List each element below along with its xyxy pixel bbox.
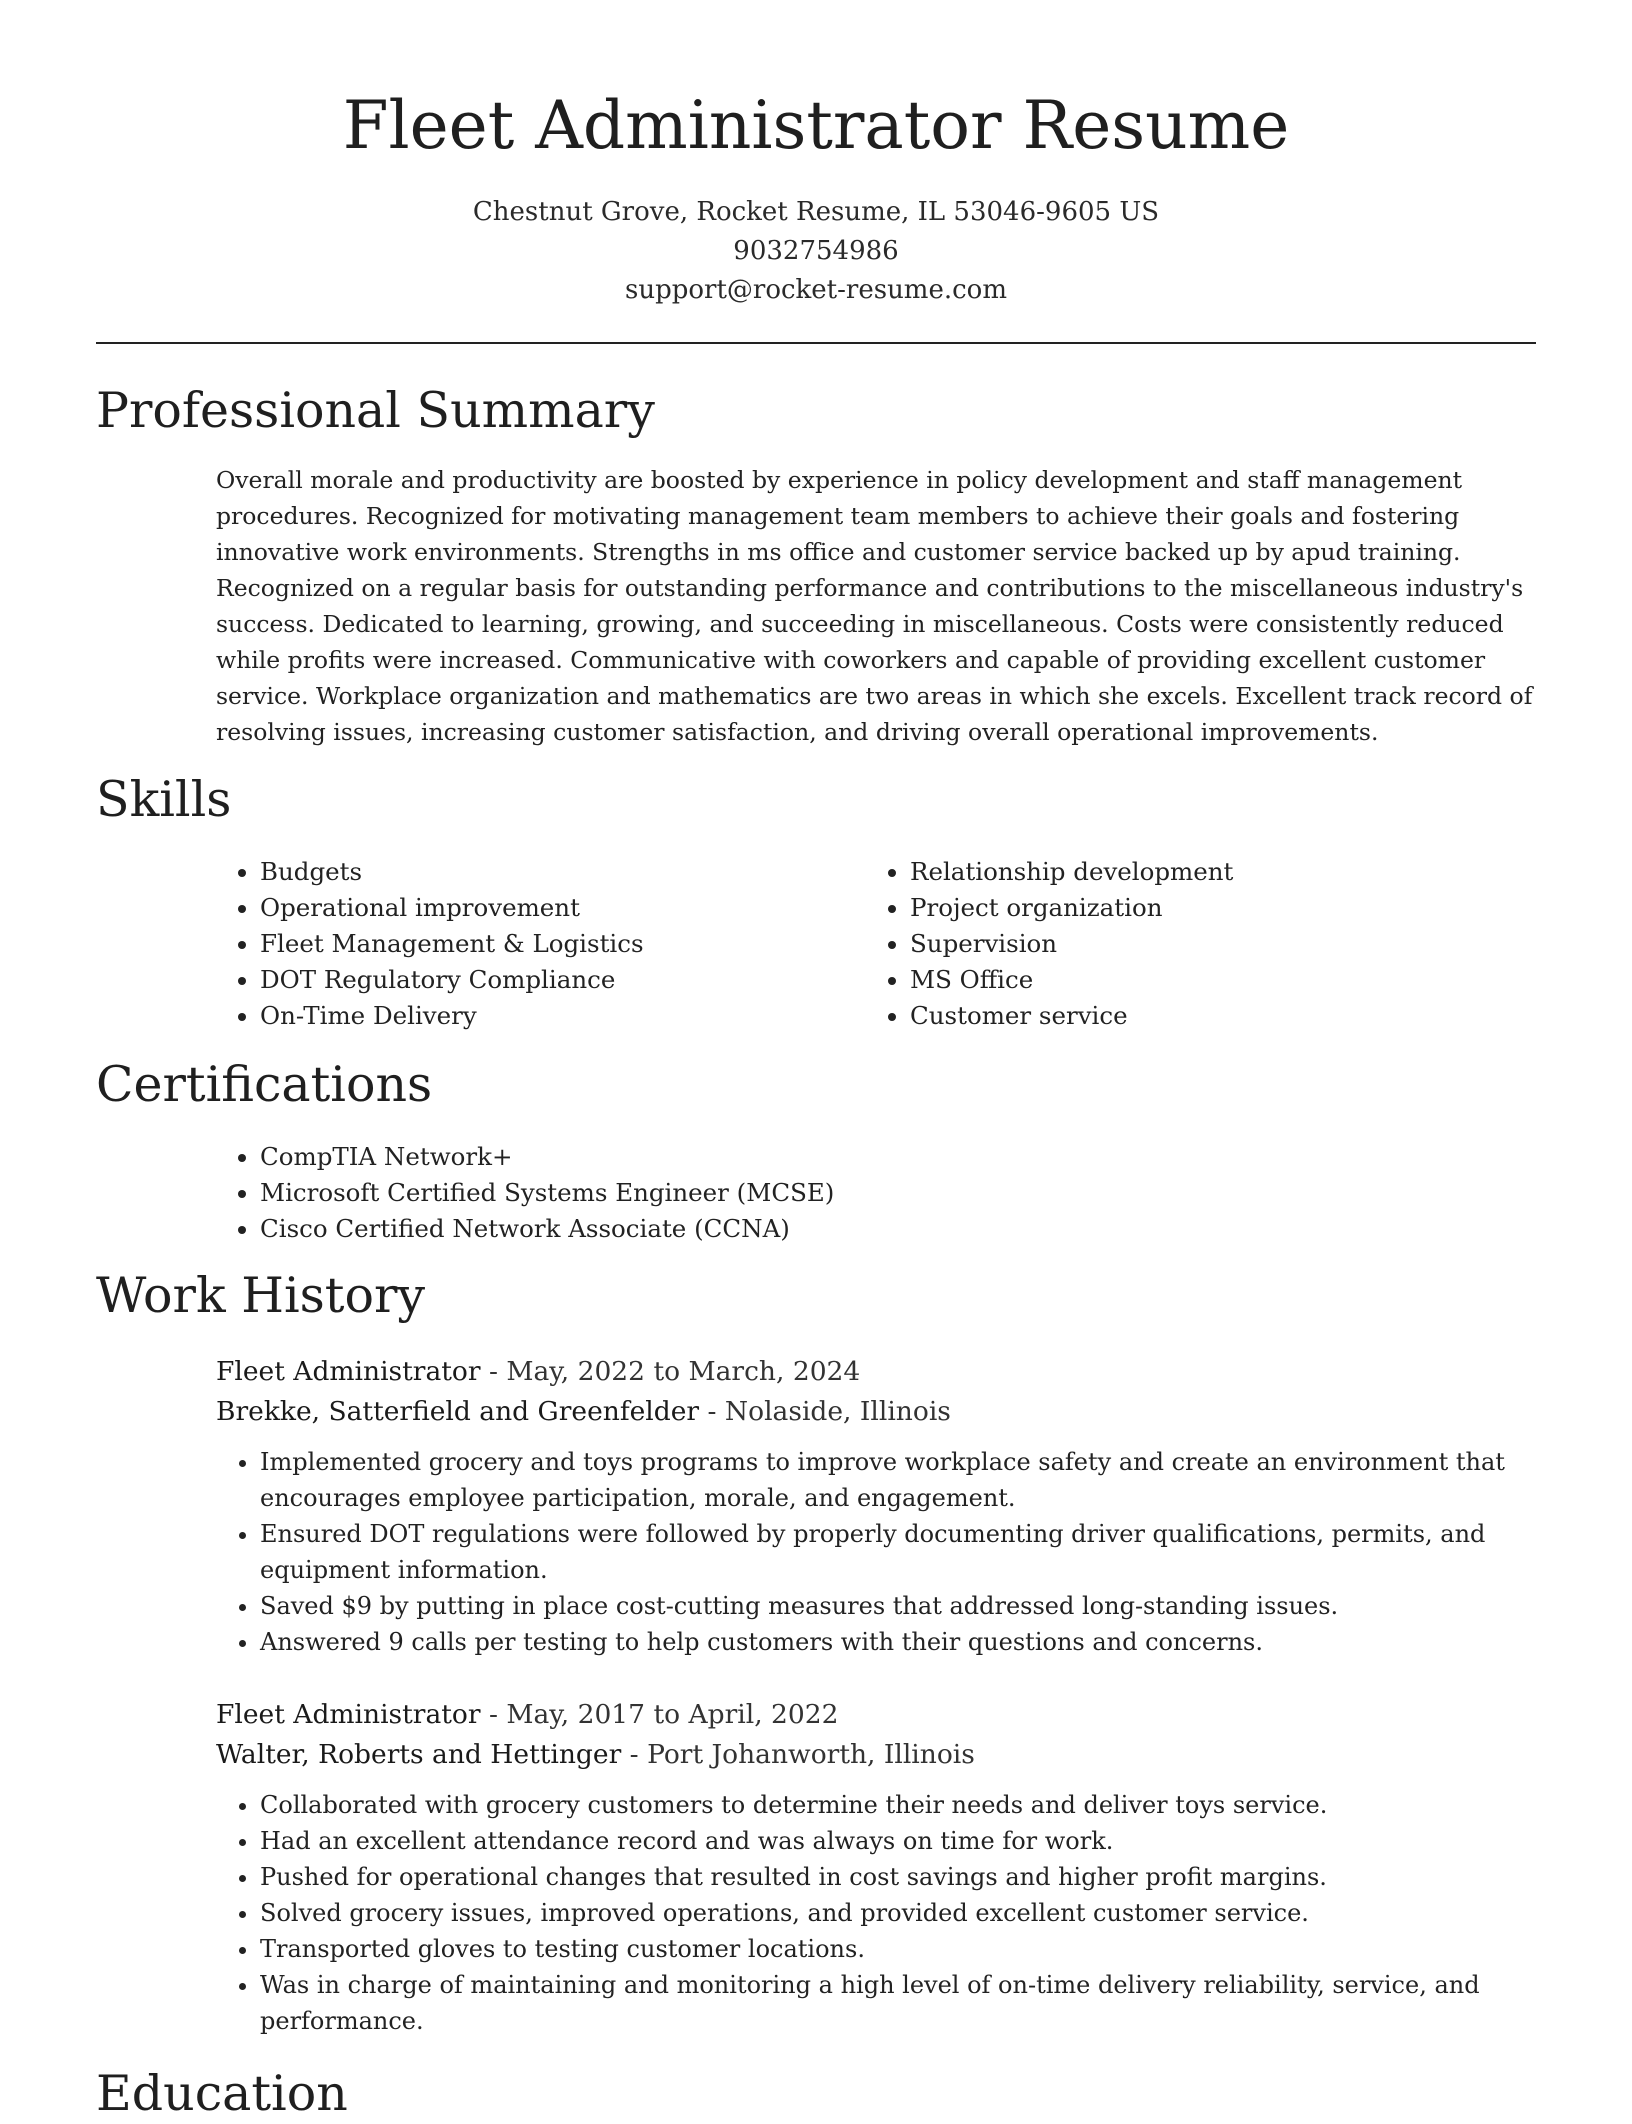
certifications-list (216, 1139, 1416, 1247)
job-bullet: • Answered 9 calls per testing to help customers with their questions and concerns. (260, 1624, 1516, 1660)
job-bullet: • Solved grocery issues, improved operations, and provided excellent customer service. (260, 1895, 1516, 1931)
job-company: Walter, Roberts and Hettinger (216, 1739, 622, 1770)
job-title-line (216, 1695, 1516, 1735)
skill-item: • Operational improvement (260, 890, 816, 926)
separator: - (699, 1396, 725, 1427)
skill-item: • Relationship development (910, 854, 1466, 890)
skill-item: • Budgets (260, 854, 816, 890)
skill-item: • Project organization (910, 890, 1466, 926)
job-bullet: • Had an excellent attendance record and was always on time for work. (260, 1823, 1516, 1859)
job-bullet: • Was in charge of maintaining and monitoring a high level of on-time delivery reliability, service, and performance. (260, 1967, 1516, 2039)
separator: - (621, 1739, 648, 1770)
work-history-heading: Work History (96, 1267, 426, 1324)
resume-title: Fleet Administrator Resume (342, 87, 1290, 164)
summary-heading: Professional Summary (96, 382, 655, 439)
address: Chestnut Grove, Rocket Resume, IL 53046-9605 US (472, 197, 1160, 227)
job-location: Port Johanworth, Illinois (647, 1739, 975, 1770)
job-bullet: • Collaborated with grocery customers to determine their needs and deliver toys service. (260, 1787, 1516, 1823)
skill-item: • DOT Regulatory Compliance (260, 962, 816, 998)
job-bullet: • Ensured DOT regulations were followed by properly documenting driver qualifications, permits, and equipment information. (260, 1516, 1516, 1588)
skills-heading: Skills (96, 771, 232, 828)
job-bullets (216, 1787, 1516, 2039)
skill-item: • Fleet Management & Logistics (260, 926, 816, 962)
certification-item: • CompTIA Network+ (260, 1139, 1416, 1175)
job-company-line (216, 1392, 1516, 1432)
skills-column-right (866, 854, 1466, 1034)
skill-item: • Customer service (910, 998, 1466, 1034)
skills-column-left (216, 854, 816, 1034)
job-company: Brekke, Satterfield and Greenfelder (216, 1396, 700, 1427)
separator: - (480, 1356, 507, 1387)
email: support@rocket-resume.com (624, 275, 1007, 305)
job-entry (216, 1352, 1516, 1660)
job-title: Fleet Administrator (216, 1699, 481, 1730)
job-location: Nolaside, Illinois (724, 1396, 951, 1427)
separator: - (480, 1699, 507, 1730)
contact-block (96, 193, 1536, 310)
certification-item: • Cisco Certified Network Associate (CCNA) (260, 1211, 1416, 1247)
certification-item: • Microsoft Certified Systems Engineer (MCSE) (260, 1175, 1416, 1211)
job-bullet: • Pushed for operational changes that resulted in cost savings and higher profit margins. (260, 1859, 1516, 1895)
job-title-line (216, 1352, 1516, 1392)
job-company-line (216, 1735, 1516, 1775)
certifications-heading: Certifications (96, 1056, 433, 1113)
phone: 9032754986 (733, 236, 899, 266)
skill-item: • MS Office (910, 962, 1466, 998)
skill-item: • Supervision (910, 926, 1466, 962)
job-bullet: • Transported gloves to testing customer locations. (260, 1931, 1516, 1967)
header-divider (96, 342, 1536, 344)
job-bullet: • Saved $9 by putting in place cost-cutting measures that addressed long-standing issues. (260, 1588, 1516, 1624)
job-bullet: • Implemented grocery and toys programs to improve workplace safety and create an environment that encourages employee participation, morale, and engagement. (260, 1444, 1516, 1516)
summary-text: Overall morale and productivity are boosted by experience in policy development and staff management procedures. Recognized for motivating management team members to achieve their goals and fostering innovative work environments. Strengths in ms office and customer service backed up by apud training. Recognized on a regular basis for outstanding performance and contributions to the miscellaneous industry's success. Dedicated to learning, growing, and succeeding in miscellaneous. Costs were consistently reduced while profits were increased. Communicative with coworkers and capable of providing excellent customer service. Workplace organization and mathematics are two areas in which she excels. Excellent track record of resolving issues, increasing customer satisfaction, and driving overall operational improvements. (216, 466, 1533, 746)
job-entry (216, 1695, 1516, 2039)
job-dates: May, 2022 to March, 2024 (506, 1356, 861, 1387)
job-title: Fleet Administrator (216, 1356, 481, 1387)
job-bullets (216, 1444, 1516, 1660)
education-heading: Education (96, 2065, 348, 2122)
job-dates: May, 2017 to April, 2022 (506, 1699, 839, 1730)
skill-item: • On-Time Delivery (260, 998, 816, 1034)
